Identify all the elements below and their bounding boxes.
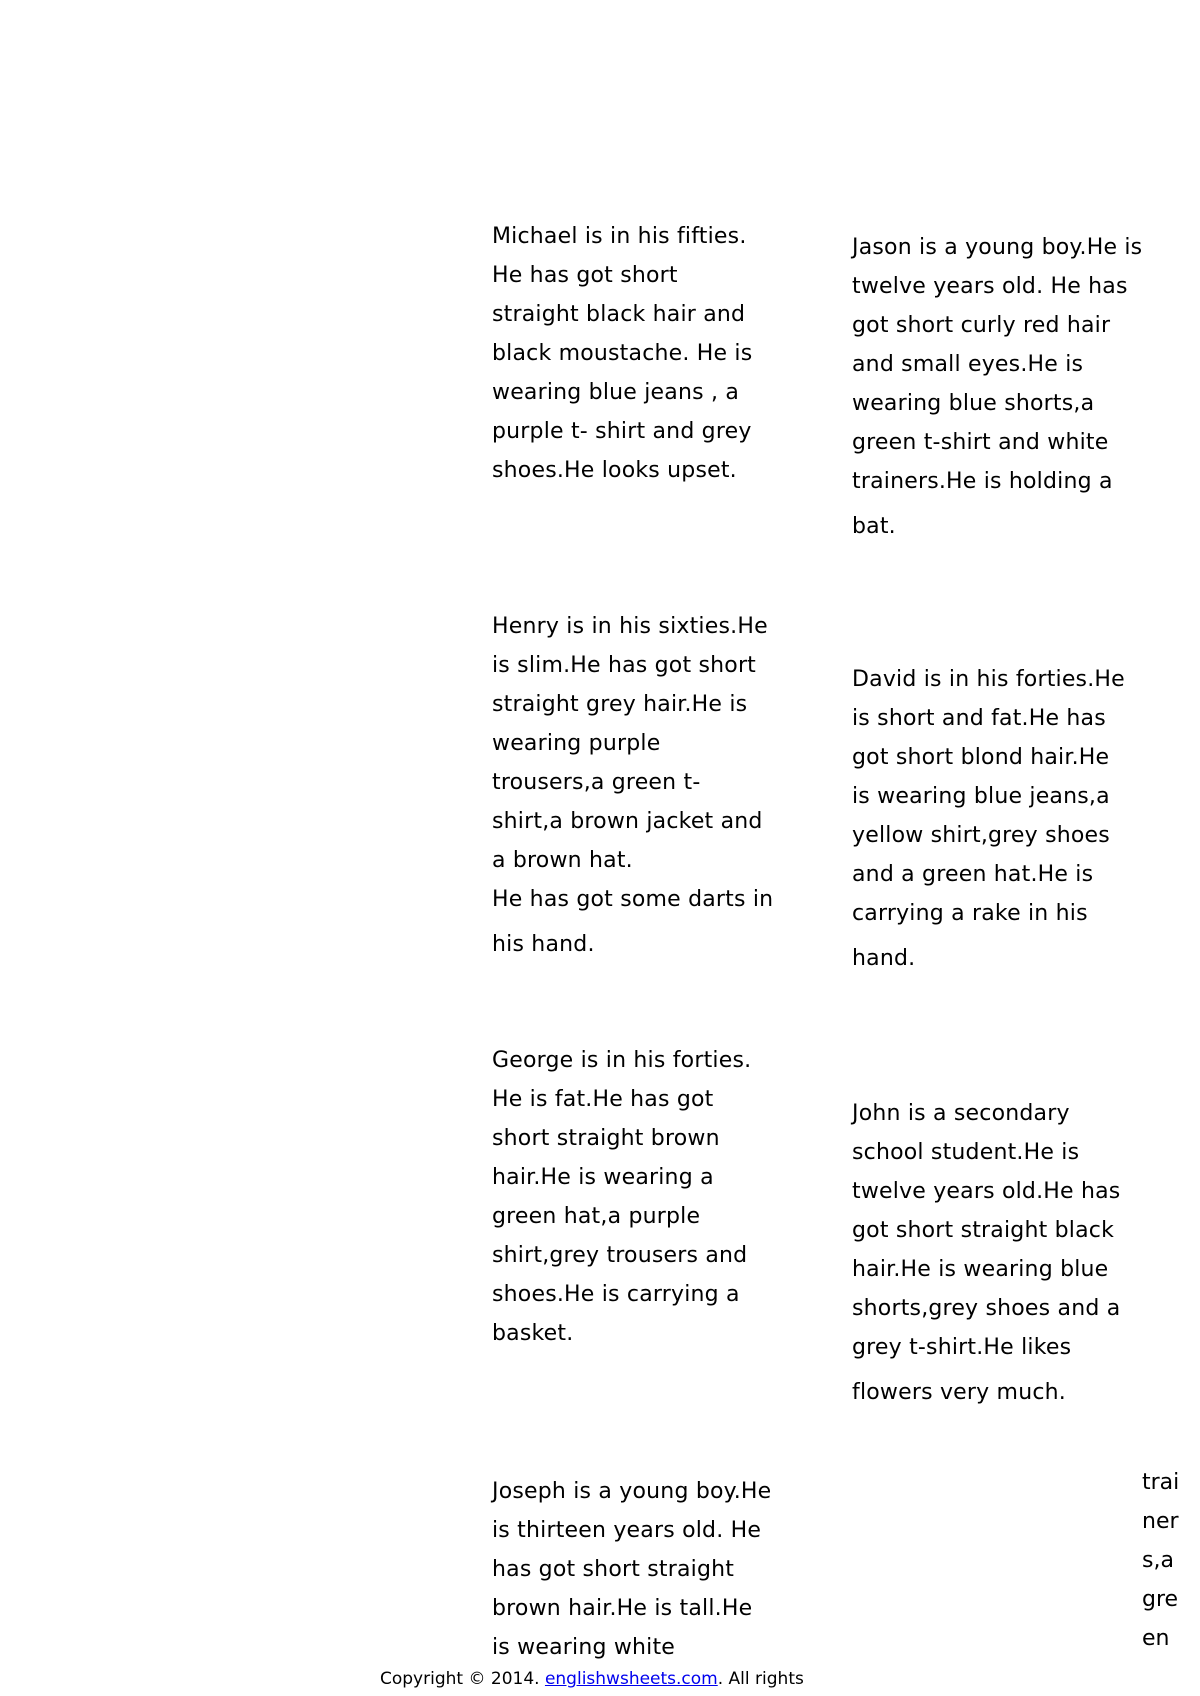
description-line: shirt,a brown jacket and: [492, 809, 763, 834]
fragment-line: s,a: [1142, 1548, 1174, 1573]
description-line: his hand.: [492, 932, 595, 957]
description-line: Michael is in his fifties.: [492, 224, 747, 249]
description-line: shorts,grey shoes and a: [852, 1296, 1121, 1321]
description-line: short straight brown: [492, 1126, 720, 1151]
site-link[interactable]: englishwsheets.com: [544, 1669, 718, 1689]
fragment-line: gre: [1142, 1587, 1179, 1612]
description-line: He is fat.He has got: [492, 1087, 714, 1112]
description-george: [492, 1041, 751, 1353]
description-line: trainers.He is holding a: [852, 469, 1113, 494]
description-line: got short curly red hair: [852, 313, 1111, 338]
description-line: is wearing blue jeans,a: [852, 784, 1110, 809]
description-line: straight grey hair.He is: [492, 692, 748, 717]
description-line: is wearing white: [492, 1635, 676, 1660]
description-line: Jason is a young boy.He is: [852, 235, 1143, 260]
description-joseph: [492, 1472, 771, 1667]
description-line: He has got short: [492, 263, 678, 288]
description-line: George is in his forties.: [492, 1048, 752, 1073]
description-line: school student.He is: [852, 1140, 1080, 1165]
description-line: black moustache. He is: [492, 341, 753, 366]
description-line: is short and fat.He has: [852, 706, 1106, 731]
description-line: John is a secondary: [852, 1101, 1070, 1126]
description-line: is slim.He has got short: [492, 653, 757, 678]
description-line: shoes.He is carrying a: [492, 1282, 740, 1307]
description-line: trousers,a green t-: [492, 770, 701, 795]
description-henry: [492, 607, 773, 964]
fragment-line: en: [1142, 1626, 1170, 1651]
description-line: straight black hair and: [492, 302, 746, 327]
fragment-line: trai: [1142, 1470, 1180, 1495]
description-line: shirt,grey trousers and: [492, 1243, 748, 1268]
description-michael: [492, 217, 752, 490]
description-line: wearing purple: [492, 731, 661, 756]
cut-off-text-fragment: [1142, 1463, 1179, 1658]
description-line: David is in his forties.He: [852, 667, 1125, 692]
copyright-footer: [380, 1669, 804, 1689]
fragment-line: ner: [1142, 1509, 1179, 1534]
description-line: Henry is in his sixties.He: [492, 614, 768, 639]
description-line: hair.He is wearing a: [492, 1165, 714, 1190]
description-john: [852, 1094, 1120, 1412]
copyright-suffix: . All rights: [717, 1669, 804, 1689]
description-line: hand.: [852, 946, 916, 971]
description-line: purple t- shirt and grey: [492, 419, 752, 444]
description-line: basket.: [492, 1321, 574, 1346]
description-line: got short blond hair.He: [852, 745, 1110, 770]
description-line: wearing blue shorts,a: [852, 391, 1095, 416]
description-line: He has got some darts in: [492, 887, 774, 912]
description-line: Joseph is a young boy.He: [492, 1479, 772, 1504]
description-line: yellow shirt,grey shoes: [852, 823, 1110, 848]
description-line: flowers very much.: [852, 1380, 1066, 1405]
description-line: and a green hat.He is: [852, 862, 1094, 887]
description-line: shoes.He looks upset.: [492, 458, 737, 483]
description-line: twelve years old. He has: [852, 274, 1128, 299]
description-line: bat.: [852, 514, 896, 539]
description-line: grey t-shirt.He likes: [852, 1335, 1072, 1360]
description-line: wearing blue jeans , a: [492, 380, 740, 405]
description-jason: [852, 228, 1142, 546]
description-line: brown hair.He is tall.He: [492, 1596, 753, 1621]
description-line: twelve years old.He has: [852, 1179, 1121, 1204]
description-line: carrying a rake in his: [852, 901, 1088, 926]
description-line: green hat,a purple: [492, 1204, 701, 1229]
copyright-prefix: Copyright © 2014.: [380, 1669, 545, 1689]
description-line: is thirteen years old. He: [492, 1518, 762, 1543]
description-line: green t-shirt and white: [852, 430, 1109, 455]
description-line: hair.He is wearing blue: [852, 1257, 1109, 1282]
description-line: and small eyes.He is: [852, 352, 1084, 377]
description-david: [852, 660, 1125, 978]
description-line: a brown hat.: [492, 848, 633, 873]
description-line: got short straight black: [852, 1218, 1115, 1243]
description-line: has got short straight: [492, 1557, 735, 1582]
